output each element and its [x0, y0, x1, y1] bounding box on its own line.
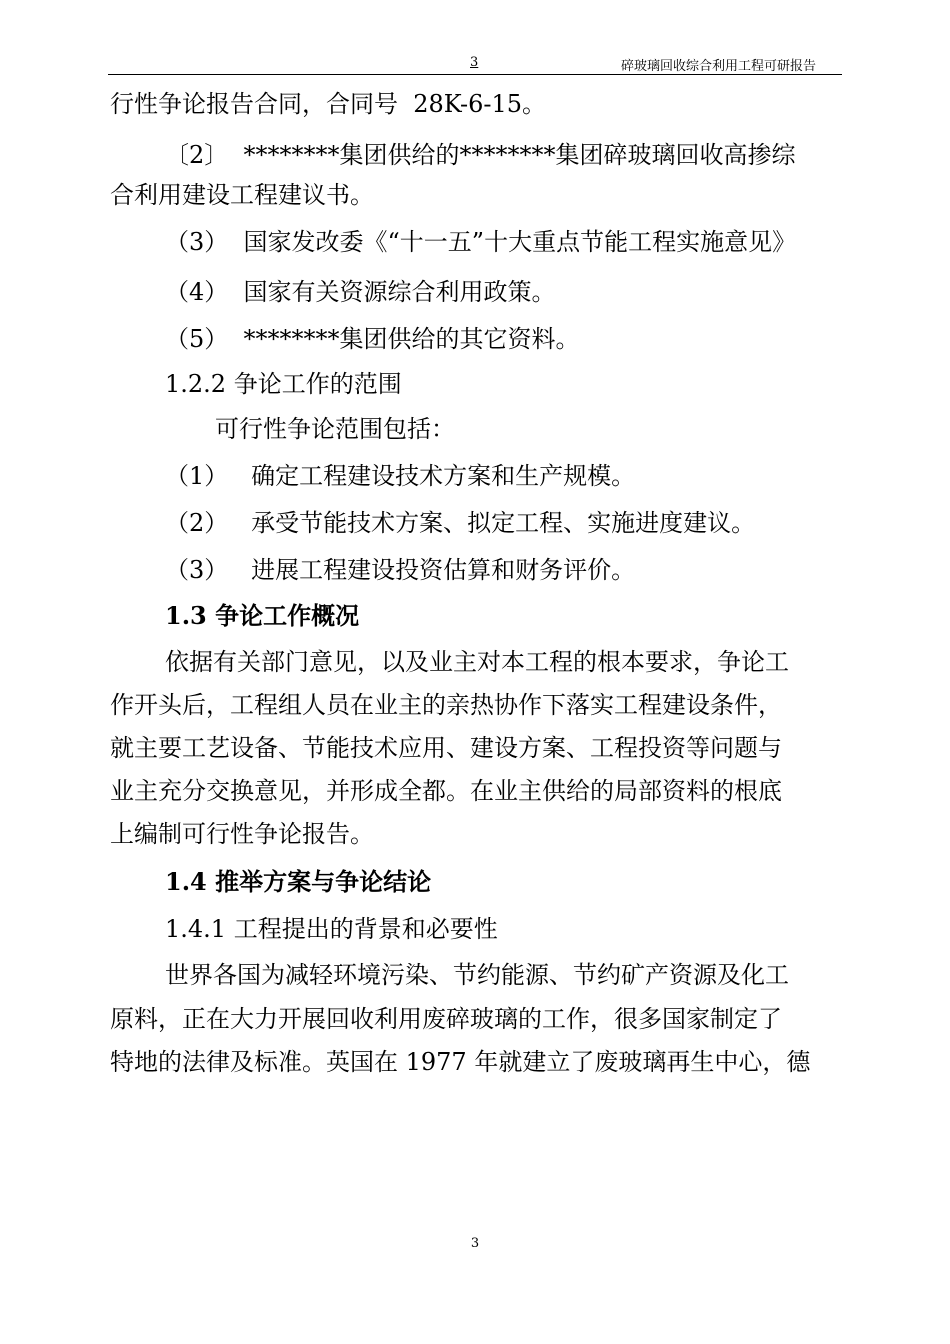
section-heading-1-4-1: 1.4.1 工程提出的背景和必要性 — [165, 915, 498, 943]
body-line: 世界各国为减轻环境污染、节约能源、节约矿产资源及化工 — [165, 961, 789, 989]
body-line: 就主要工艺设备、节能技术应用、建设方案、工程投资等问题与 — [110, 734, 782, 762]
page-footer-number: 3 — [470, 1236, 480, 1251]
page-header — [108, 52, 842, 75]
body-line: 可行性争论范围包括： — [215, 415, 455, 443]
scope-item-1: （1） 确定工程建设技术方案和生产规模。 — [165, 462, 636, 490]
reference-item-4: （4） 国家有关资源综合利用政策。 — [165, 278, 556, 306]
reference-item-3: （3） 国家发改委《“十一五”十大重点节能工程实施意见》 — [165, 228, 797, 256]
body-line: 作开头后，工程组人员在业主的亲热协作下落实工程建设条件， — [110, 691, 782, 719]
reference-item-5: （5） ********集团供给的其它资料。 — [165, 325, 580, 353]
body-line: 业主充分交换意见，并形成全都。在业主供给的局部资料的根底 — [110, 777, 782, 805]
reference-item-2: 〔2〕 ********集团供给的********集团碎玻璃回收高掺综 — [165, 141, 796, 169]
body-line: 原料，正在大力开展回收利用废碎玻璃的工作，很多国家制定了 — [110, 1005, 782, 1033]
scope-item-2: （2） 承受节能技术方案、拟定工程、实施进度建议。 — [165, 509, 756, 537]
body-line: 行性争论报告合同，合同号 28K-6-15。 — [110, 90, 547, 118]
body-line: 特地的法律及标准。英国在 1977 年就建立了废玻璃再生中心，德 — [110, 1048, 811, 1076]
section-heading-1-4: 1.4 推举方案与争论结论 — [165, 867, 432, 896]
header-page-number: 3 — [470, 55, 479, 70]
body-line: 合利用建设工程建议书。 — [110, 181, 374, 209]
header-title: 碎玻璃回收综合利用工程可研报告 — [620, 59, 816, 74]
body-line: 上编制可行性争论报告。 — [110, 820, 374, 848]
section-heading-1-2-2: 1.2.2 争论工作的范围 — [165, 370, 402, 398]
body-line: 依据有关部门意见，以及业主对本工程的根本要求，争论工 — [165, 648, 789, 676]
scope-item-3: （3） 进展工程建设投资估算和财务评价。 — [165, 556, 636, 584]
section-heading-1-3: 1.3 争论工作概况 — [165, 601, 360, 630]
